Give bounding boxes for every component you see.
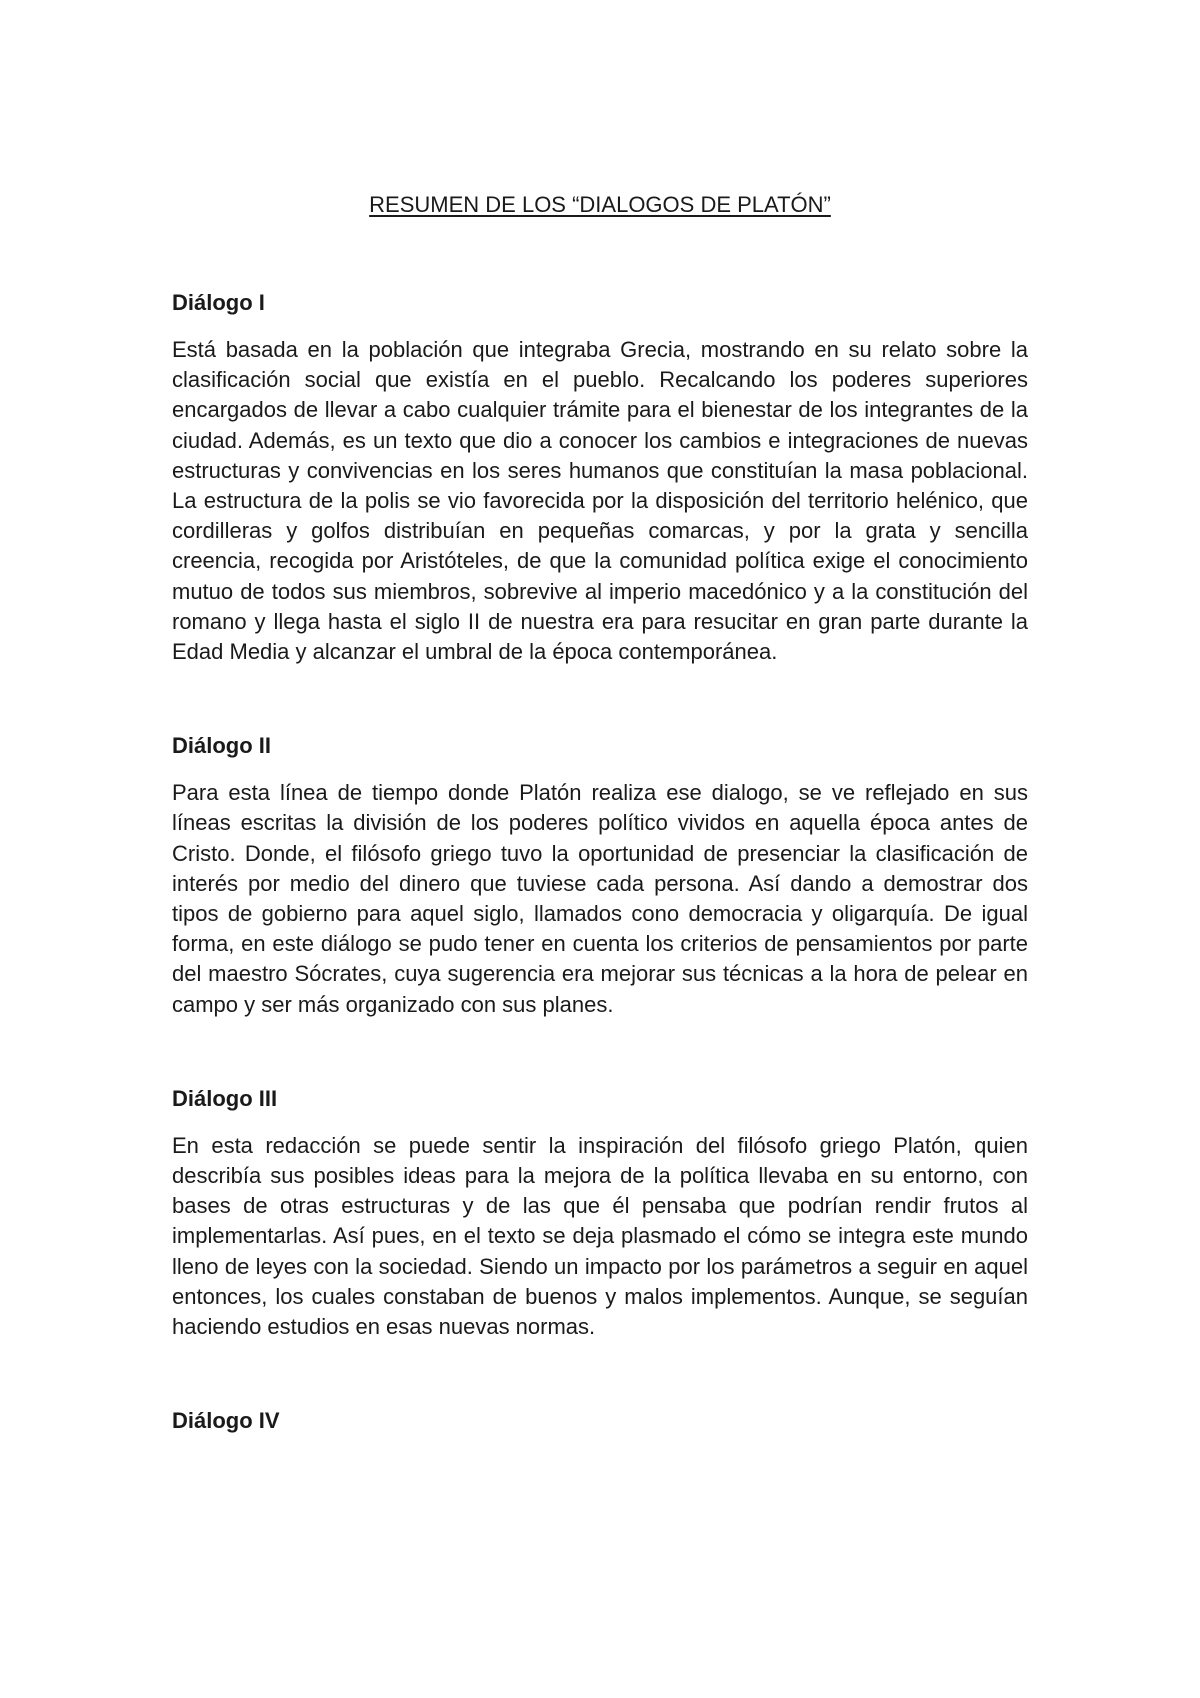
section-dialogo-1	[172, 288, 1028, 667]
section-dialogo-2	[172, 731, 1028, 1020]
section-dialogo-3	[172, 1084, 1028, 1342]
section-heading: Diálogo III	[172, 1085, 278, 1111]
section-heading: Diálogo IV	[172, 1408, 280, 1434]
section-paragraph: En esta redacción se puede sentir la inspiración del filósofo griego Platón, quien describía sus posibles ideas para la mejora de la política llevaba en su entorno, con bases de otras estructuras y de las que él pensaba que podrían rendir frutos al implementarlas. Así pues, en el texto se deja plasmado el cómo se integra este mundo lleno de leyes con la sociedad. Siendo un impacto por los parámetros a seguir en aquel entonces, los cuales constaban de buenos y malos implementos. Aunque, se seguían haciendo estudios en esas nuevas normas.	[172, 1132, 1028, 1340]
section-paragraph: Está basada en la población que integraba Grecia, mostrando en su relato sobre la clasificación social que existía en el pueblo. Recalcando los poderes superiores encargados de llevar a cabo cualquier trámite para el bienestar de los integrantes de la ciudad. Además, es un texto que dio a conocer los cambios e integraciones de nuevas estructuras y convivencias en los seres humanos que constituían la masa poblacional. La estructura de la polis se vio favorecida por la disposición del territorio helénico, que cordilleras y golfos distribuían en pequeñas comarcas, y por la grata y sencilla creencia, recogida por Aristóteles, de que la comunidad política exige el conocimiento mutuo de todos sus miembros, sobrevive al imperio macedónico y a la constitución del romano y llega hasta el siglo II de nuestra era para resucitar en gran parte durante la Edad Media y alcanzar el umbral de la época contemporánea.	[172, 337, 1028, 665]
section-heading: Diálogo I	[172, 290, 265, 315]
document-title: RESUMEN DE LOS “DIALOGOS DE PLATÓN”	[369, 192, 831, 217]
section-dialogo-4	[172, 1406, 1028, 1436]
section-paragraph: Para esta línea de tiempo donde Platón realiza ese dialogo, se ve reflejado en sus líneas escritas la división de los poderes político vividos en aquella época antes de Cristo. Donde, el filósofo griego tuvo la oportunidad de presenciar la clasificación de interés por medio del dinero que tuviese cada persona. Así dando a demostrar dos tipos de gobierno para aquel siglo, llamados cono democracia y oligarquía. De igual forma, en este diálogo se pudo tener en cuenta los criterios de pensamientos por parte del maestro Sócrates, cuya sugerencia era mejorar sus técnicas a la hora de pelear en campo y ser más organizado con sus planes.	[172, 780, 1028, 1017]
section-heading: Diálogo II	[172, 733, 271, 759]
document-content	[172, 190, 1028, 1453]
